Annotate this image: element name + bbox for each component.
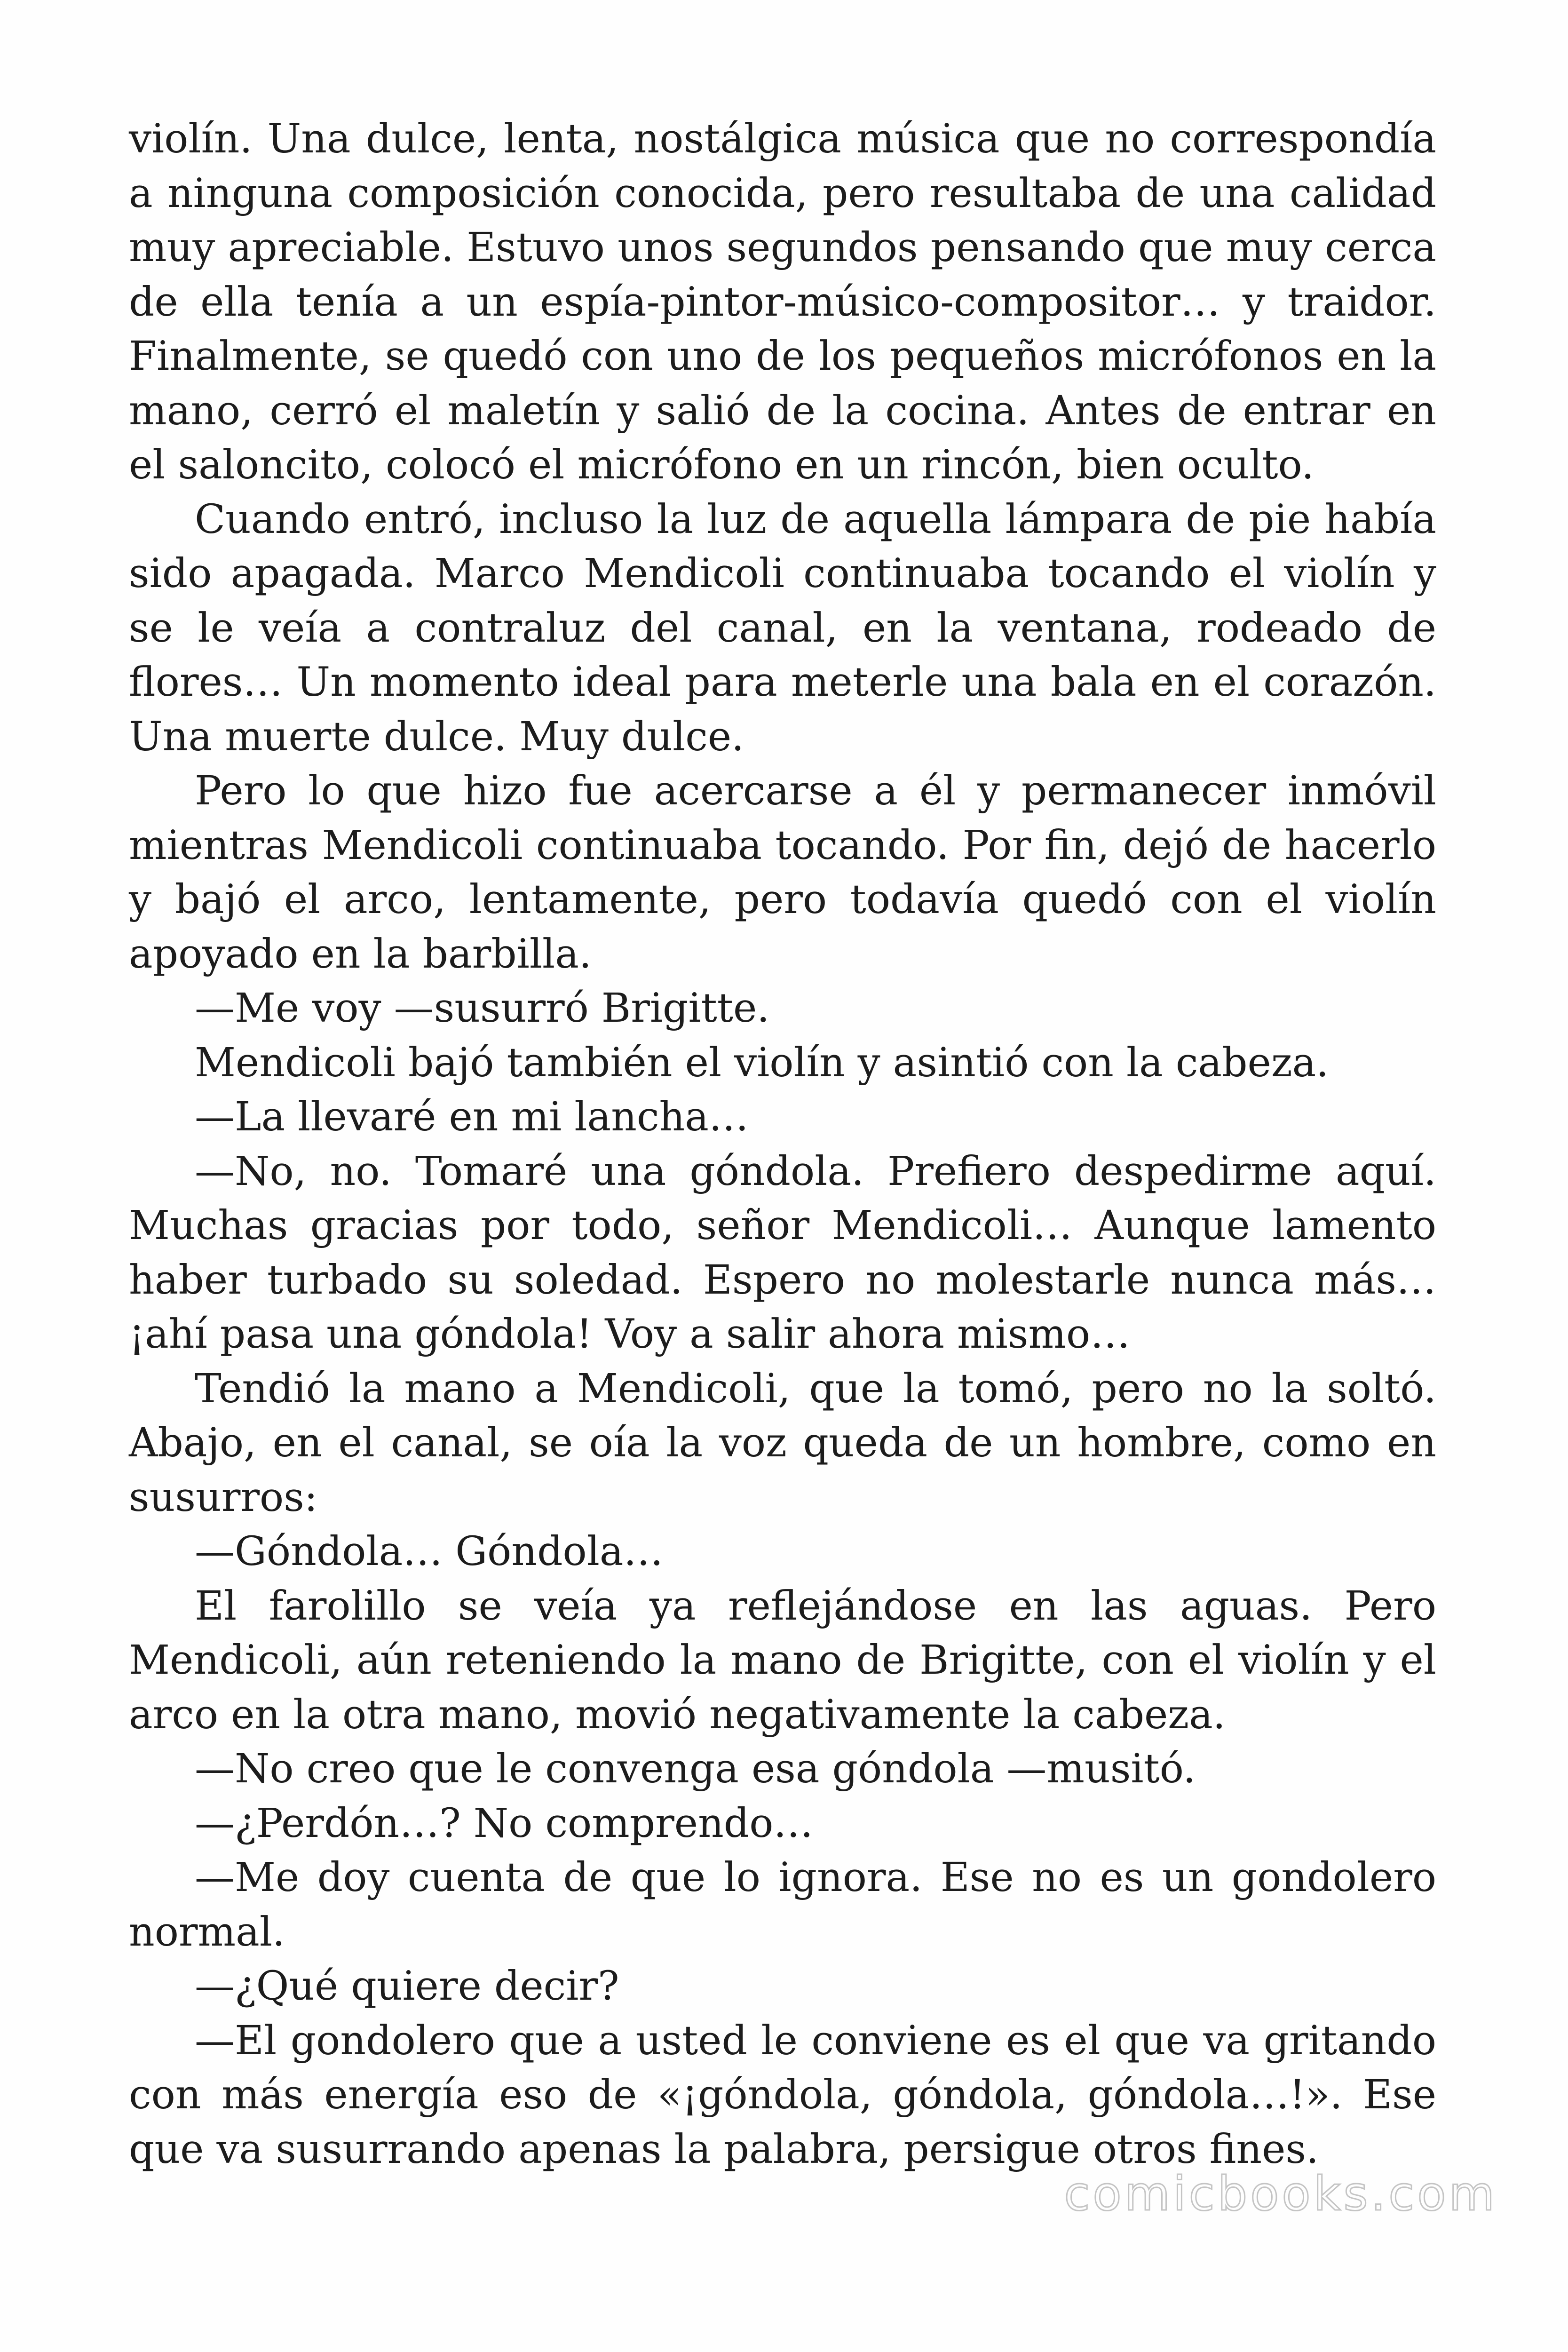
- watermark: comicbooks.com: [1064, 2166, 1497, 2221]
- paragraph: —El gondolero que a usted le conviene es el que va gritando con más energía eso de «¡góndola, góndola, góndola…!». Ese que va susurrando apenas la palabra, persigue otros fines.: [129, 2017, 1436, 2173]
- paragraph: violín. Una dulce, lenta, nostálgica música que no correspondía a ninguna composición conocida, pero resultaba de una calidad muy apreciable. Estuvo unos segundos pensando que muy cerca de ella tenía a un espía-pintor-músico-compositor… y traidor. Finalmente, se quedó con uno de los pequeños micrófonos en la mano, cerró el maletín y salió de la cocina. Antes de entrar en el saloncito, colocó el micrófono en un rincón, bien oculto.: [129, 116, 1436, 488]
- paragraph: Mendicoli bajó también el violín y asintió con la cabeza.: [195, 1039, 1329, 1086]
- paragraph: —No, no. Tomaré una góndola. Prefiero despedirme aquí. Muchas gracias por todo, señor Mendicoli… Aunque lamento haber turbado su soledad. Espero no molestarle nunca más… ¡ahí pasa una góndola! Voy a salir ahora mismo…: [129, 1148, 1436, 1358]
- paragraph: —La llevaré en mi lancha…: [195, 1094, 749, 1140]
- paragraph: —¿Perdón…? No comprendo…: [195, 1800, 814, 1847]
- paragraph: —Me voy —susurró Brigitte.: [195, 985, 770, 1032]
- paragraph: El farolillo se veía ya reflejándose en las aguas. Pero Mendicoli, aún reteniendo la mano de Brigitte, con el violín y el arco en la otra mano, movió negativamente la cabeza.: [129, 1582, 1436, 1738]
- paragraph: Tendió la mano a Mendicoli, que la tomó, pero no la soltó. Abajo, en el canal, se oía la voz queda de un hombre, como en susurros:: [129, 1365, 1436, 1521]
- paragraph: —Góndola… Góndola…: [195, 1528, 664, 1575]
- paragraph: —No creo que le convenga esa góndola —musitó.: [195, 1746, 1196, 1792]
- paragraph: —Me doy cuenta de que lo ignora. Ese no es un gondolero normal.: [129, 1854, 1436, 1955]
- page-body-text: [129, 112, 1436, 2177]
- paragraph: —¿Qué quiere decir?: [195, 1963, 619, 2010]
- paragraph: Cuando entró, incluso la luz de aquella lámpara de pie había sido apagada. Marco Mendicoli continuaba tocando el violín y se le veía a contraluz del canal, en la ventana, rodeado de flores… Un momento ideal para meterle una bala en el corazón. Una muerte dulce. Muy dulce.: [129, 496, 1436, 760]
- paragraph: Pero lo que hizo fue acercarse a él y permanecer inmóvil mientras Mendicoli continuaba tocando. Por fin, dejó de hacerlo y bajó el arco, lentamente, pero todavía quedó con el violín apoyado en la barbilla.: [129, 768, 1436, 977]
